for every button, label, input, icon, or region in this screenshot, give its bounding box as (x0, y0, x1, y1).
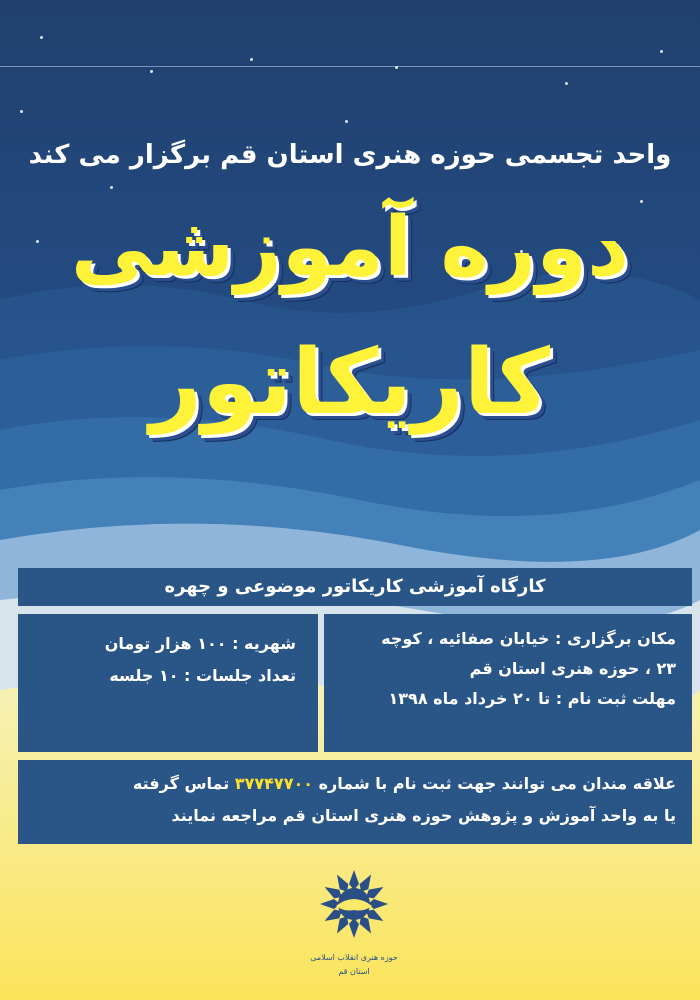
star (565, 82, 568, 85)
star (395, 66, 398, 69)
star (150, 70, 153, 73)
logo-caption-2: استان قم (338, 967, 370, 976)
title-line-1: دوره آموزشی (70, 200, 630, 295)
title-line-2: کاریکاتور (150, 330, 550, 435)
contact-panel (18, 760, 692, 844)
phone-number: ۳۷۷۴۷۷۰۰ (234, 774, 313, 793)
contact-suffix: تماس گرفته (132, 774, 230, 793)
star (345, 120, 348, 123)
venue-panel (324, 614, 692, 752)
howzeh-honari-logo-icon (306, 866, 402, 984)
star (40, 36, 43, 39)
organizer-subtitle: واحد تجسمی حوزه هنری استان قم برگزار می کند (28, 140, 672, 170)
contact-prefix: علاقه مندان می توانند جهت ثبت نام با شماره (318, 774, 676, 793)
sessions-text: تعداد جلسات : ۱۰ جلسه (109, 666, 296, 685)
venue-line-1: مکان برگزاری : خیابان صفائیه ، کوچه (381, 629, 676, 648)
star (20, 110, 23, 113)
contact-line-2: یا به واحد آموزش و پژوهش حوزه هنری استان قم مراجعه نمایند (171, 806, 676, 825)
star (110, 186, 113, 189)
fee-text: شهریه : ۱۰۰ هزار تومان (104, 634, 296, 653)
fee-panel (18, 614, 318, 752)
registration-deadline: مهلت ثبت نام : تا ۲۰ خرداد ماه ۱۳۹۸ (388, 689, 676, 708)
star (250, 58, 253, 61)
venue-line-2: ۲۳ ، حوزه هنری استان قم (469, 659, 676, 678)
workshop-heading: کارگاه آموزشی کاریکاتور موضوعی و چهره (18, 568, 692, 606)
contact-line-1 (34, 768, 676, 800)
star (660, 50, 663, 53)
logo-caption-1: حوزه هنری انقلاب اسلامی (310, 953, 398, 962)
top-rule (0, 66, 700, 67)
